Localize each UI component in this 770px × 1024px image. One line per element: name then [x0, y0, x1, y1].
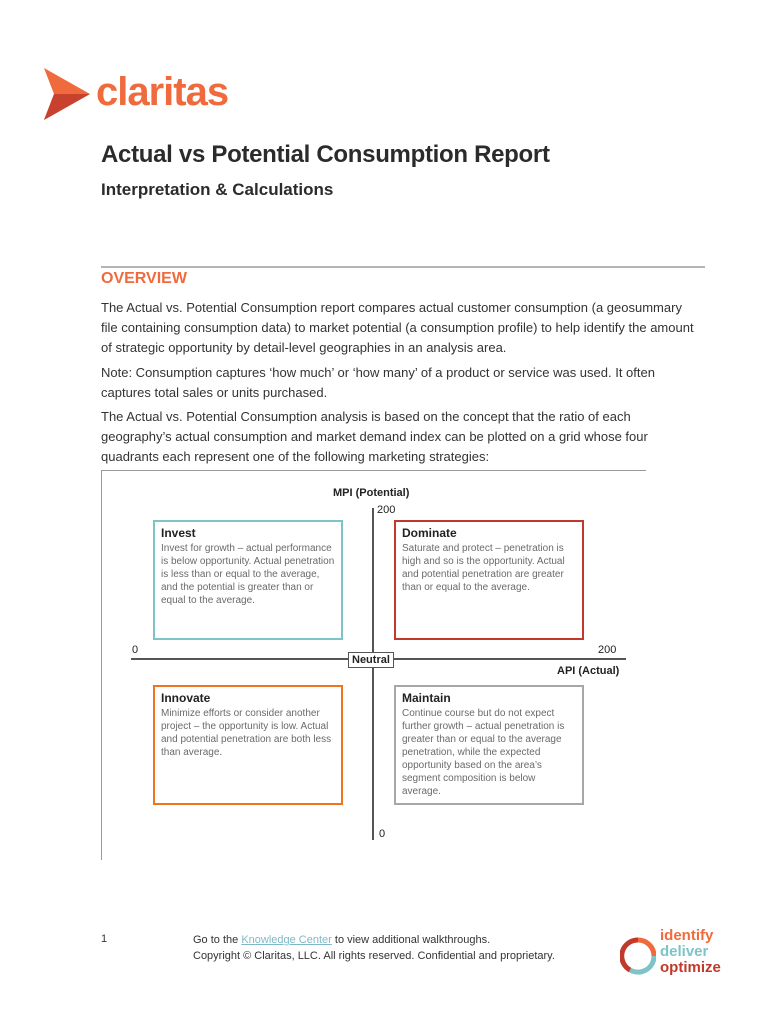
tagline-deliver: deliver — [660, 943, 709, 960]
y-axis-label: MPI (Potential) — [333, 487, 410, 499]
neutral-center-label: Neutral — [348, 652, 394, 668]
logo-wordmark: claritas — [96, 70, 229, 114]
quadrant-innovate-title: Innovate — [161, 691, 211, 705]
quadrant-invest-text: Invest for growth – actual performance is below opportunity. Actual penetration is less than or equal to the average, and the potential is greater than or equal to the average. — [161, 543, 335, 606]
quadrant-invest-title: Invest — [161, 526, 196, 540]
section-divider — [101, 266, 705, 268]
overview-paragraph-1: The Actual vs. Potential Consumption report compares actual customer consumption (a geosummary file containing consumption data) to market potential (a consumption profile) to help identify the amount of strategic opportunity by detail-level geographies in an analysis area. — [101, 300, 694, 355]
quadrant-innovate-text: Minimize efforts or consider another project – the opportunity is low. Actual and potential penetration are both less than average. — [161, 708, 332, 758]
claritas-chevron-icon — [44, 68, 92, 120]
overview-note: Note: Consumption captures ‘how much’ or ‘how many’ of a product or service was used. It often captures total sales or units purchased. — [101, 365, 655, 400]
quadrant-maintain — [394, 685, 584, 805]
page-number: 1 — [101, 933, 108, 945]
overview-heading: OVERVIEW — [101, 270, 187, 287]
x-axis-max-label: 200 — [598, 644, 617, 656]
diagram-frame-left — [101, 470, 102, 860]
y-axis-max-label: 200 — [377, 504, 396, 516]
claritas-logo — [44, 68, 234, 120]
quadrant-maintain-title: Maintain — [402, 691, 451, 705]
footer-copyright: Copyright © Claritas, LLC. All rights reserved. Confidential and proprietary. — [193, 950, 555, 962]
knowledge-center-link[interactable]: Knowledge Center — [241, 934, 332, 946]
quadrant-maintain-text: Continue course but do not expect further growth – actual penetration is greater than or equal to the average penetration, while the expected opportunity based on the area’s segment composition is below average. — [402, 708, 565, 797]
quadrant-dominate — [394, 520, 584, 640]
overview-paragraph-3: The Actual vs. Potential Consumption analysis is based on the concept that the ratio of each geography’s actual consumption and market demand index can be plotted on a grid whose four quadrants each represent one of the following marketing strategies: — [101, 409, 648, 464]
page-title: Actual vs Potential Consumption Report — [101, 141, 550, 168]
footer-line1-prefix: Go to the — [193, 934, 242, 946]
diagram-frame-top — [101, 470, 646, 471]
quadrant-dominate-text: Saturate and protect – penetration is high and so is the opportunity. Actual and potential penetration are greater than or equal to the average. — [402, 543, 565, 593]
footer-walkthrough-line — [193, 934, 490, 946]
ring-icon — [620, 936, 656, 976]
quadrant-diagram — [101, 470, 646, 860]
quadrant-dominate-title: Dominate — [402, 526, 457, 540]
y-axis-line — [372, 508, 374, 840]
y-axis-min-label: 0 — [379, 828, 386, 840]
page-subtitle: Interpretation & Calculations — [101, 180, 334, 199]
x-axis-min-label: 0 — [132, 644, 139, 656]
tagline-logo — [620, 928, 730, 984]
quadrant-invest — [153, 520, 343, 640]
x-axis-label: API (Actual) — [557, 665, 620, 677]
footer-line1-suffix: to view additional walkthroughs. — [331, 934, 491, 946]
quadrant-innovate — [153, 685, 343, 805]
tagline-identify: identify — [660, 927, 714, 944]
tagline-optimize: optimize — [660, 959, 721, 976]
